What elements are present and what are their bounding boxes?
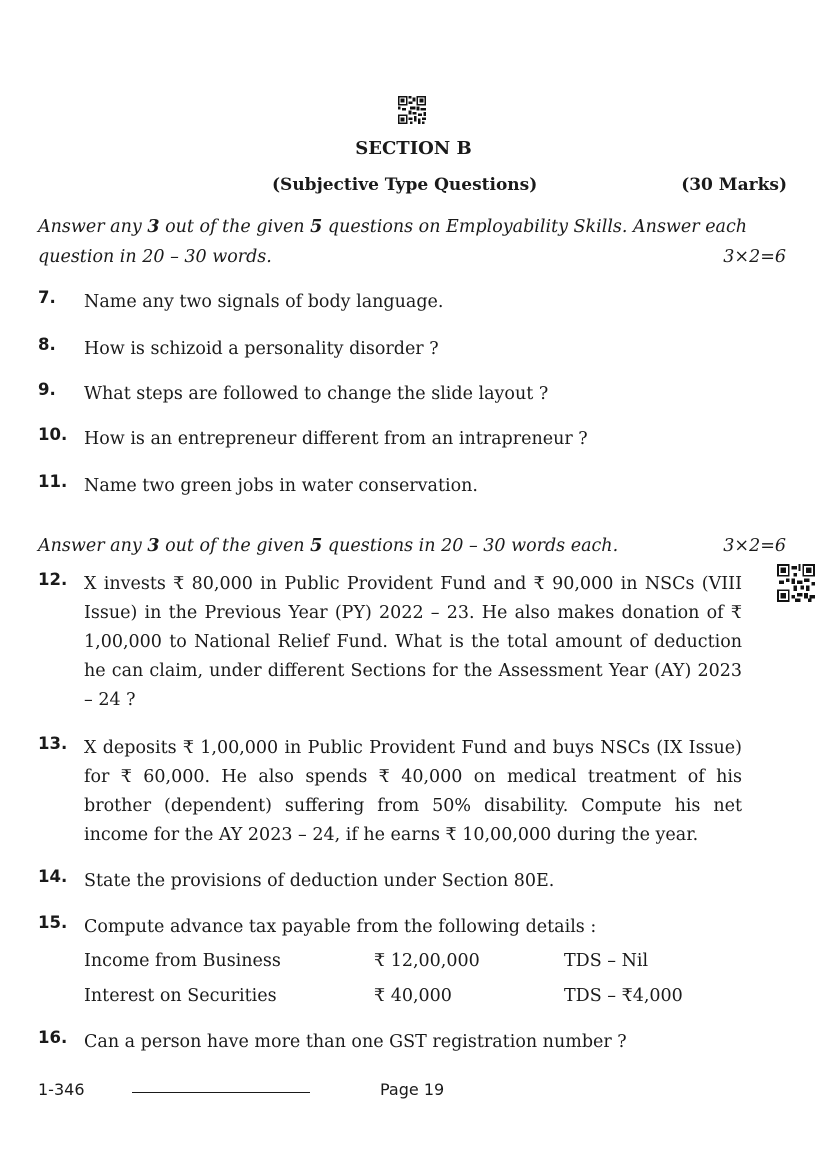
question-item — [38, 734, 742, 850]
qr-code-icon — [398, 96, 426, 124]
question-text: Name any two signals of body language. — [84, 292, 444, 312]
paper-code: 1-346 — [38, 1080, 85, 1099]
question-text: How is schizoid a personality disorder ? — [84, 339, 439, 359]
question-item — [38, 913, 742, 942]
question-text: Compute advance tax payable from the following details : — [84, 917, 597, 937]
question-item — [38, 570, 742, 715]
table-cell-tds: TDS – ₹4,000 — [564, 986, 683, 1006]
question-text: State the provisions of deduction under Section 80E. — [84, 871, 555, 891]
question-item — [38, 1028, 742, 1057]
section-subtitle: (Subjective Type Questions) — [272, 175, 538, 195]
question-text: Can a person have more than one GST registration number ? — [84, 1032, 627, 1052]
question-item — [38, 335, 742, 364]
question-item — [38, 867, 742, 896]
question-item — [38, 472, 742, 501]
table-cell-item: Interest on Securities — [84, 986, 277, 1006]
question-number: 15. — [38, 913, 68, 932]
question-text: How is an entrepreneur different from an intrapreneur ? — [84, 429, 588, 449]
marks-allocation: 3×2=6 — [723, 536, 786, 556]
question-item — [38, 380, 742, 409]
question-number: 9. — [38, 380, 56, 399]
question-item — [38, 425, 742, 454]
question-number: 7. — [38, 288, 56, 307]
question-number: 10. — [38, 425, 68, 444]
page-number: Page 19 — [380, 1080, 445, 1099]
table-cell-amount: ₹ 40,000 — [374, 986, 452, 1006]
question-number: 14. — [38, 867, 68, 886]
question-number: 12. — [38, 570, 68, 589]
question-text: X deposits ₹ 1,00,000 in Public Provident Fund and buys NSCs (IX Issue) for ₹ 60,000. He also spends ₹ 40,000 on medical treatment of his brother (dependent) suffering from 50% disability. Compute his net income for the AY 2023 – 24, if he earns ₹ 10,00,000 during the year. — [84, 738, 742, 845]
section-marks: (30 Marks) — [681, 175, 787, 195]
question-number: 16. — [38, 1028, 68, 1047]
table-cell-item: Income from Business — [84, 951, 281, 971]
section-title: SECTION B — [355, 138, 472, 159]
question-item — [38, 288, 742, 317]
question-text: X invests ₹ 80,000 in Public Provident Fund and ₹ 90,000 in NSCs (VIII Issue) in the Previous Year (PY) 2022 – 23. He also makes donation of ₹ 1,00,000 to National Relief Fund. What is the total amount of deduction he can claim, under different Sections for the Assessment Year (AY) 2023 – 24 ? — [84, 574, 742, 710]
question-text: What steps are followed to change the slide layout ? — [84, 384, 549, 404]
question-number: 11. — [38, 472, 68, 491]
marks-allocation: 3×2=6 — [723, 247, 786, 267]
table-cell-tds: TDS – Nil — [564, 951, 649, 971]
question-text: Name two green jobs in water conservation. — [84, 476, 478, 496]
qr-code-icon — [777, 564, 815, 602]
footer-divider — [132, 1092, 310, 1093]
instruction-employability: Answer any 3 out of the given 5 questions on Employability Skills. Answer each question in 20 – 30 words. 3×2=6 — [38, 212, 786, 272]
instruction-subject: Answer any 3 out of the given 5 questions in 20 – 30 words each. 3×2=6 — [38, 531, 786, 561]
question-number: 8. — [38, 335, 56, 354]
question-number: 13. — [38, 734, 68, 753]
table-cell-amount: ₹ 12,00,000 — [374, 951, 480, 971]
